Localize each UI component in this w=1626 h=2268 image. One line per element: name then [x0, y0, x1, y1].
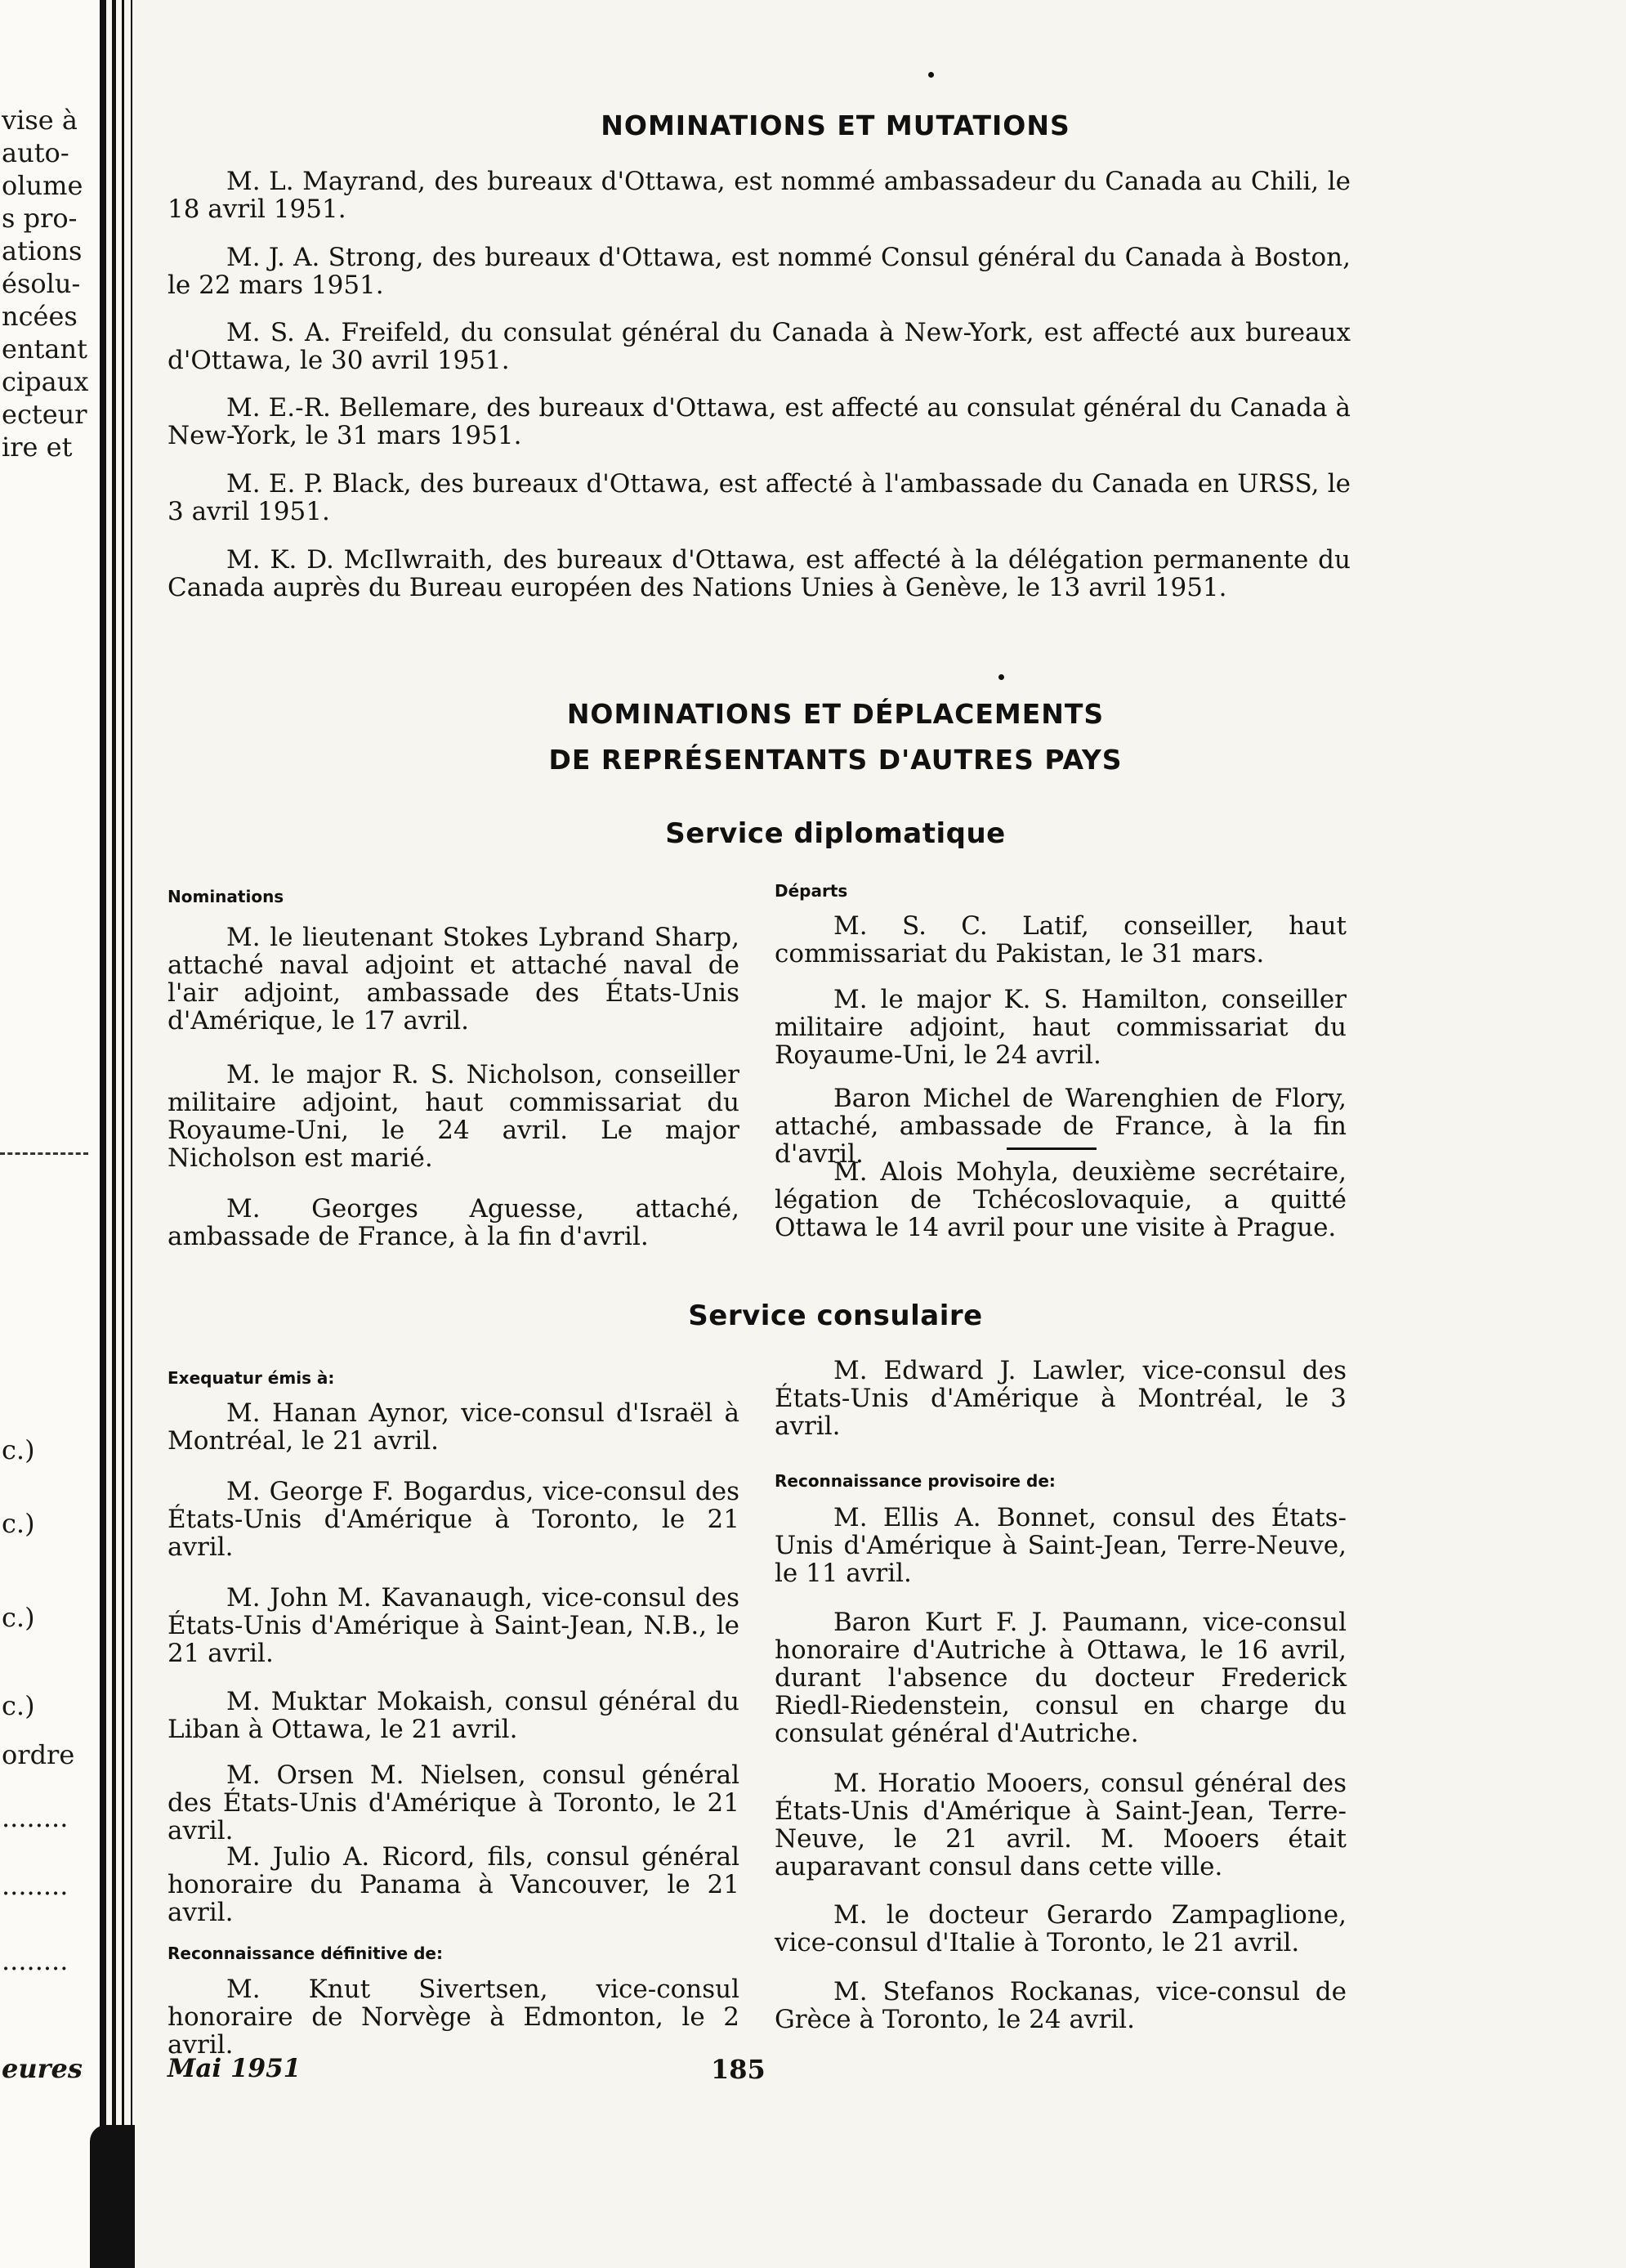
edge-fragment: ésolu-	[2, 268, 81, 299]
consular-recognition: M. Knut Sivertsen, vice-consul honoraire de Norvège à Edmonton, le 2 avril.	[168, 1975, 739, 2060]
consular-exequatur: M. Muktar Mokaish, consul général du Liban à Ottawa, le 21 avril.	[168, 1687, 739, 1744]
section-title-representants-line1: NOMINATIONS ET DÉPLACEMENTS	[566, 698, 1105, 730]
diplomatic-departure: M. Alois Mohyla, deuxième secrétaire, légation de Tchécoslovaquie, a quitté Ottawa le 14 avril pour une visite à Prague.	[775, 1157, 1347, 1242]
previous-page-edge	[0, 0, 100, 2268]
consular-exequatur: M. John M. Kavanaugh, vice-consul des États-Unis d'Amérique à Saint-Jean, N.B., le 21 avril.	[168, 1583, 739, 1668]
edge-fragment: ations	[2, 235, 83, 266]
issue-date: Mai 1951	[168, 2054, 302, 2083]
consular-exequatur: M. George F. Bogardus, vice-consul des États-Unis d'Amérique à Toronto, le 21 avril.	[168, 1477, 739, 1562]
mutation-paragraph: M. L. Mayrand, des bureaux d'Ottawa, est nommé ambassadeur du Canada au Chili, le 18 avril 1951.	[168, 167, 1351, 224]
edge-fragment: auto-	[2, 137, 69, 168]
edge-fragment: ncées	[2, 301, 78, 332]
binding-gutter-line	[122, 0, 124, 2268]
consular-provisional-recognition: M. Horatio Mooers, consul général des États-Unis d'Amérique à Saint-Jean, Terre-Neuve, le 21 avril. M. Mooers était auparavant consul dans cette ville.	[775, 1769, 1347, 1881]
section-title-representants-line2: DE REPRÉSENTANTS D'AUTRES PAYS	[548, 744, 1123, 776]
edge-fragment: ........	[2, 1945, 69, 1976]
mutation-paragraph: M. E.-R. Bellemare, des bureaux d'Ottawa, est affecté au consulat général du Canada à New-York, le 31 mars 1951.	[168, 393, 1351, 450]
edge-fragment: vise à	[2, 105, 78, 136]
diplomatic-departure: M. le major K. S. Hamilton, conseiller militaire adjoint, haut commissariat du Royaume-Uni, le 24 avril.	[775, 985, 1347, 1070]
edge-fragment: ........	[2, 1870, 69, 1901]
reconnaissance-definitive-label: Reconnaissance définitive de:	[168, 1944, 443, 1963]
mutation-paragraph: M. K. D. McIlwraith, des bureaux d'Ottawa, est affecté à la délégation permanente du Canada auprès du Bureau européen des Nations Unies à Genève, le 13 avril 1951.	[168, 545, 1351, 602]
diplomatic-nomination: M. Georges Aguesse, attaché, ambassade de France, à la fin d'avril.	[168, 1194, 739, 1251]
edge-fragment: ........	[2, 1802, 69, 1833]
edge-fragment: ecteur	[2, 399, 87, 430]
print-speck	[998, 674, 1004, 680]
edge-fragment: ordre	[2, 1739, 75, 1770]
binding-gutter-line	[131, 0, 132, 2268]
consular-exequatur: M. Julio A. Ricord, fils, consul général honoraire du Panama à Vancouver, le 21 avril.	[168, 1842, 739, 1927]
edge-fragment: ire et	[2, 432, 73, 463]
consular-provisional-recognition: M. Ellis A. Bonnet, consul des États-Unis d'Amérique à Saint-Jean, Terre-Neuve, le 11 avril.	[775, 1503, 1347, 1588]
edge-dashed-rule	[0, 1152, 88, 1155]
mutation-paragraph: M. S. A. Freifeld, du consulat général du Canada à New-York, est affecté aux bureaux d'Ottawa, le 30 avril 1951.	[168, 318, 1351, 375]
diplomatic-nomination: M. le major R. S. Nicholson, conseiller militaire adjoint, haut commissariat du Royaume-Uni, le 24 avril. Le major Nicholson est marié.	[168, 1060, 739, 1173]
consular-provisional-recognition: M. le docteur Gerardo Zampaglione, vice-consul d'Italie à Toronto, le 21 avril.	[775, 1900, 1347, 1957]
edge-fragment: s pro-	[2, 203, 78, 234]
binding-shadow	[90, 2125, 135, 2268]
subsection-title-consulaire: Service consulaire	[688, 1300, 983, 1332]
diplomatic-departure: Baron Michel de Warenghien de Flory, attaché, ambassade de France, à la fin d'avril.	[775, 1084, 1347, 1169]
edge-fragment: c.)	[2, 1434, 35, 1465]
consular-exequatur: M. Hanan Aynor, vice-consul d'Israël à Montréal, le 21 avril.	[168, 1398, 739, 1456]
nominations-label: Nominations	[168, 887, 284, 906]
diplomatic-departure: M. S. C. Latif, conseiller, haut commissariat du Pakistan, le 31 mars.	[775, 911, 1347, 968]
diplomatic-nomination: M. le lieutenant Stokes Lybrand Sharp, attaché naval adjoint et attaché naval de l'air adjoint, ambassade des États-Unis d'Amérique, le 17 avril.	[168, 923, 739, 1036]
edge-fragment: c.)	[2, 1602, 35, 1633]
print-speck	[928, 72, 934, 78]
consular-exequatur: M. Edward J. Lawler, vice-consul des États-Unis d'Amérique à Montréal, le 3 avril.	[775, 1356, 1347, 1441]
edge-fragment: c.)	[2, 1690, 35, 1721]
mutation-paragraph: M. E. P. Black, des bureaux d'Ottawa, est affecté à l'ambassade du Canada en URSS, le 3 avril 1951.	[168, 469, 1351, 526]
page-number: 185	[711, 2054, 766, 2085]
edge-fragment: cipaux	[2, 366, 89, 397]
binding-gutter-line	[100, 0, 106, 2268]
reconnaissance-provisoire-label: Reconnaissance provisoire de:	[775, 1471, 1056, 1491]
separator-rule	[1007, 1147, 1097, 1150]
edge-fragment: olume	[2, 170, 83, 201]
section-title-nominations-mutations: NOMINATIONS ET MUTATIONS	[601, 110, 1070, 141]
edge-fragment: c.)	[2, 1508, 35, 1539]
edge-fragment: entant	[2, 333, 87, 365]
edge-fragment: eures	[2, 2053, 83, 2084]
subsection-title-diplomatique: Service diplomatique	[665, 817, 1006, 850]
mutation-paragraph: M. J. A. Strong, des bureaux d'Ottawa, est nommé Consul général du Canada à Boston, le 22 mars 1951.	[168, 243, 1351, 300]
binding-gutter-line	[112, 0, 116, 2268]
consular-exequatur: M. Orsen M. Nielsen, consul général des États-Unis d'Amérique à Toronto, le 21 avril.	[168, 1760, 739, 1845]
consular-provisional-recognition: M. Stefanos Rockanas, vice-consul de Grèce à Toronto, le 24 avril.	[775, 1977, 1347, 2034]
departs-label: Départs	[775, 881, 848, 901]
exequatur-label: Exequatur émis à:	[168, 1368, 335, 1388]
consular-provisional-recognition: Baron Kurt F. J. Paumann, vice-consul honoraire d'Autriche à Ottawa, le 16 avril, durant l'absence du docteur Frederick Riedl-Riedenstein, consul en charge du consulat général d'Autriche.	[775, 1608, 1347, 1748]
